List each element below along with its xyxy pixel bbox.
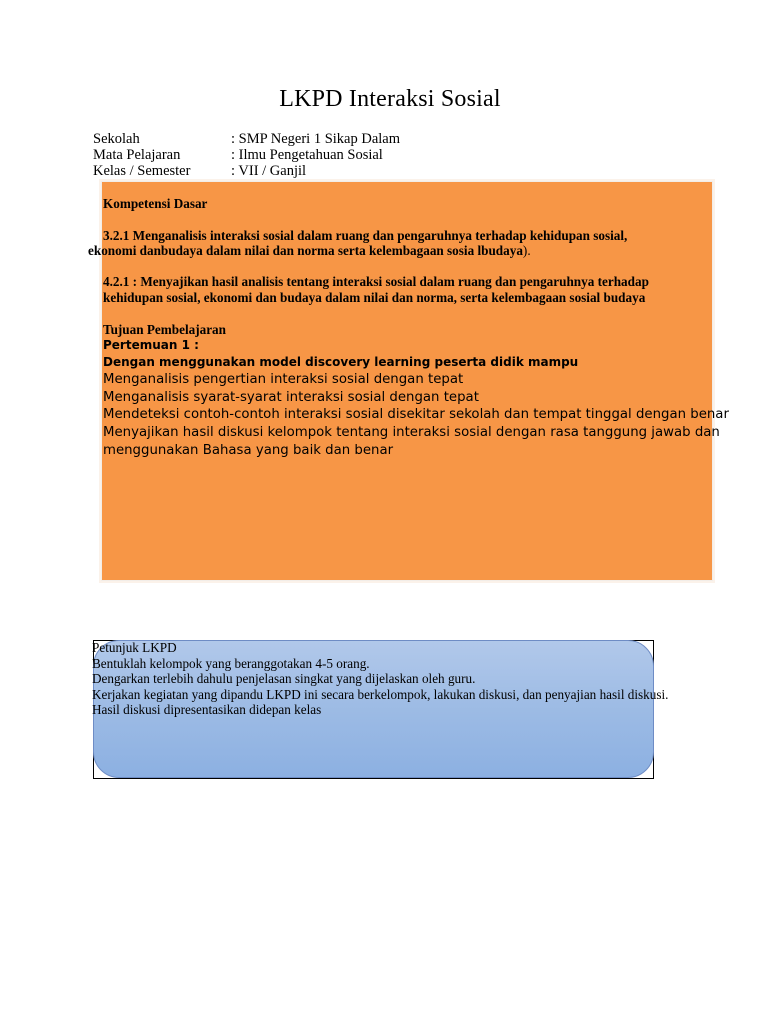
info-value: : Ilmu Pengetahuan Sosial: [231, 147, 383, 163]
tujuan-item: Menyajikan hasil diskusi kelompok tentang interaksi sosial dengan rasa tanggung jawab dan: [103, 425, 720, 440]
kompetensi-heading: Kompetensi Dasar: [103, 196, 208, 211]
info-row-mata-pelajaran: [93, 147, 400, 163]
info-value: : VII / Ganjil: [231, 163, 307, 179]
kd-3-2-1-tail: ).: [522, 243, 531, 258]
pertemuan-label: Pertemuan 1 :: [103, 338, 199, 352]
kd-4-2-1-line-1: 4.2.1 : Menyajikan hasil analisis tentang interaksi sosial dalam ruang dan pengaruhnya terhadap: [103, 274, 649, 289]
kd-3-2-1-line-1: 3.2.1 Menganalisis interaksi sosial dalam ruang dan pengaruhnya terhadap kehidupan sosial,: [103, 228, 628, 243]
info-label: Sekolah: [93, 131, 140, 147]
tujuan-intro: Dengan menggunakan model discovery learning peserta didik mampu: [103, 355, 579, 369]
info-row-kelas-semester: [93, 163, 400, 179]
instruction-line: Bentuklah kelompok yang beranggotakan 4-5 orang.: [92, 655, 370, 671]
info-value: : SMP Negeri 1 Sikap Dalam: [231, 131, 401, 147]
instruction-line: Kerjakan kegiatan yang dipandu LKPD ini secara berkelompok, lakukan diskusi, dan penyajian hasil diskusi.: [92, 686, 669, 702]
info-row-sekolah: [93, 131, 400, 147]
tujuan-item: menggunakan Bahasa yang baik dan benar: [103, 443, 394, 458]
document-title: LKPD Interaksi Sosial: [279, 86, 501, 112]
kd-3-2-1-line-2-text: ekonomi danbudaya dalam nilai dan norma serta kelembagaan sosia lbudaya: [88, 243, 523, 258]
instructions-heading: Petunjuk LKPD: [92, 640, 177, 655]
tujuan-item: Menganalisis syarat-syarat interaksi sosial dengan tepat: [103, 390, 479, 405]
tujuan-heading: Tujuan Pembelajaran: [103, 322, 226, 337]
info-label: Kelas / Semester: [93, 163, 191, 179]
kd-3-2-1-line-2: [88, 243, 531, 259]
instruction-line: Hasil diskusi dipresentasikan didepan kelas: [92, 702, 322, 717]
kd-4-2-1-line-2: kehidupan sosial, ekonomi dan budaya dalam nilai dan norma, serta kelembagaan sosial budaya: [103, 290, 646, 305]
instruction-line: Dengarkan terlebih dahulu penjelasan singkat yang dijelaskan oleh guru.: [92, 671, 476, 686]
info-label: Mata Pelajaran: [93, 147, 181, 163]
tujuan-item: Mendeteksi contoh-contoh interaksi sosial disekitar sekolah dan tempat tinggal dengan benar: [103, 407, 729, 422]
instructions-text: [92, 640, 668, 718]
identity-table: [93, 131, 400, 179]
tujuan-item: Menganalisis pengertian interaksi sosial dengan tepat: [103, 372, 464, 387]
